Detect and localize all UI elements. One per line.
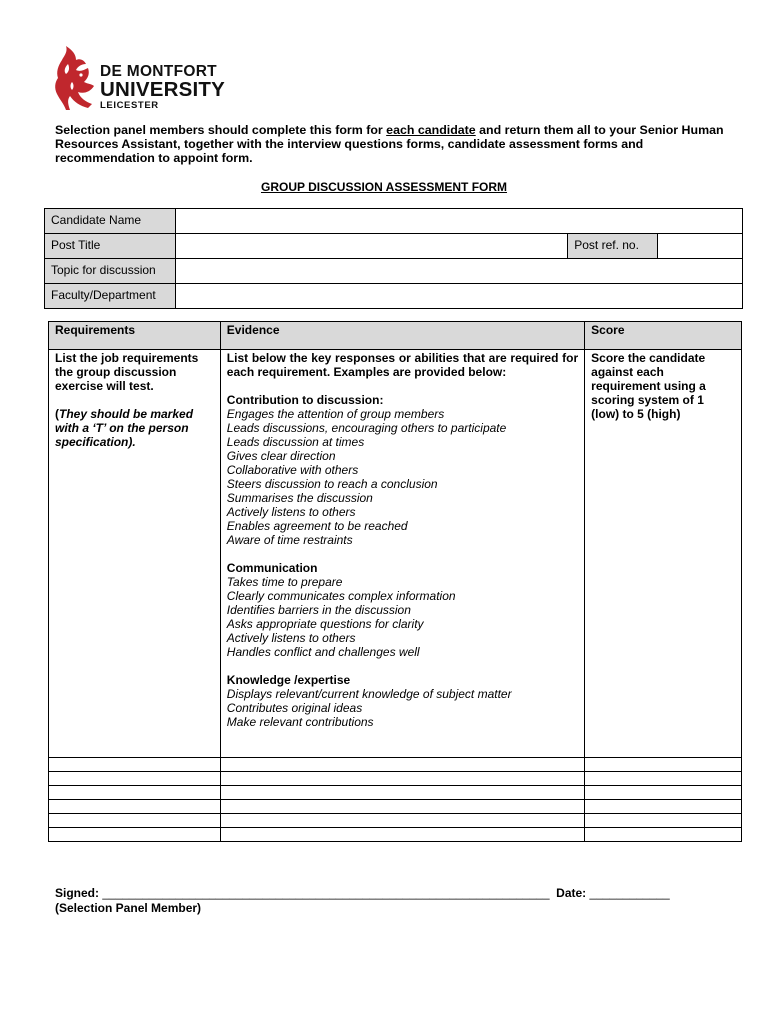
score-instruction: Score the candidate against each requirement using a scoring system of 1 (low) to 5 (high) xyxy=(591,351,706,421)
blank-requirement-cell[interactable] xyxy=(49,758,221,772)
evidence-section-title: Contribution to discussion: xyxy=(226,393,384,407)
blank-evidence-cell[interactable] xyxy=(220,786,584,800)
evidence-item: Takes time to prepare xyxy=(226,575,343,589)
intro-text-1: Selection panel members should complete this form for xyxy=(55,123,387,137)
candidate-name-label: Candidate Name xyxy=(45,209,176,234)
requirements-header: Requirements xyxy=(49,322,221,350)
blank-requirement-cell[interactable] xyxy=(49,800,221,814)
blank-score-cell[interactable] xyxy=(585,800,742,814)
date-label: Date: xyxy=(556,886,587,900)
evidence-section-title: Knowledge /expertise xyxy=(226,673,351,687)
candidate-name-field[interactable] xyxy=(175,209,742,234)
requirements-instruction: List the job requirements the group discussion exercise will test. xyxy=(55,351,199,393)
blank-score-cell[interactable] xyxy=(585,814,742,828)
requirements-note xyxy=(55,407,214,449)
intro-emphasis: each candidate xyxy=(386,123,476,137)
blank-requirement-cell[interactable] xyxy=(49,786,221,800)
evidence-item: Clearly communicates complex information xyxy=(226,589,456,603)
blank-evidence-cell[interactable] xyxy=(220,772,584,786)
evidence-item: Gives clear direction xyxy=(226,449,336,463)
evidence-item: Steers discussion to reach a conclusion xyxy=(226,477,438,491)
evidence-cell xyxy=(220,350,584,758)
blank-requirement-cell[interactable] xyxy=(49,828,221,842)
faculty-label: Faculty/Department xyxy=(45,284,176,309)
evidence-item: Collaborative with others xyxy=(226,463,359,477)
topic-field[interactable] xyxy=(175,259,742,284)
evidence-item: Asks appropriate questions for clarity xyxy=(226,617,424,631)
post-ref-label: Post ref. no. xyxy=(568,234,658,259)
logo-line-2: UNIVERSITY xyxy=(100,77,226,101)
evidence-item: Displays relevant/current knowledge of subject matter xyxy=(226,687,512,701)
blank-score-cell[interactable] xyxy=(585,772,742,786)
blank-score-cell[interactable] xyxy=(585,828,742,842)
evidence-item: Actively listens to others xyxy=(226,631,356,645)
signature-block xyxy=(55,886,670,916)
lion-emblem-icon xyxy=(52,42,100,114)
post-title-label: Post Title xyxy=(45,234,176,259)
blank-requirement-cell[interactable] xyxy=(49,814,221,828)
signer-role: (Selection Panel Member) xyxy=(55,901,202,915)
post-title-field[interactable] xyxy=(175,234,567,259)
evidence-header: Evidence xyxy=(220,322,584,350)
requirements-cell xyxy=(49,350,221,758)
evidence-item: Summarises the discussion xyxy=(226,491,373,505)
evidence-item: Actively listens to others xyxy=(226,505,356,519)
blank-score-cell[interactable] xyxy=(585,786,742,800)
blank-evidence-cell[interactable] xyxy=(220,828,584,842)
evidence-item: Enables agreement to be reached xyxy=(226,519,408,533)
university-logo xyxy=(52,42,227,114)
evidence-item: Leads discussion at times xyxy=(226,435,365,449)
evidence-section-title: Communication xyxy=(226,561,318,575)
topic-label: Topic for discussion xyxy=(45,259,176,284)
blank-evidence-cell[interactable] xyxy=(220,814,584,828)
evidence-item: Contributes original ideas xyxy=(226,701,363,715)
intro-text-2: and return them all to your Senior Human Resources Assistant, together with the interview questions forms, candidate assessment forms and recommendation to appoint form. xyxy=(55,123,724,165)
requirements-note-open: ( xyxy=(55,407,59,421)
evidence-item: Leads discussions, encouraging others to participate xyxy=(226,421,507,435)
evidence-intro: List below the key responses or abilities that are required for each requirement. Examples are provided below: xyxy=(226,351,579,379)
post-ref-field[interactable] xyxy=(658,234,743,259)
candidate-details-table xyxy=(44,208,743,309)
score-header: Score xyxy=(585,322,742,350)
signed-line[interactable]: ___________________________________________________________________ xyxy=(102,886,550,900)
evidence-item: Aware of time restraints xyxy=(226,533,353,547)
logo-line-3: LEICESTER xyxy=(100,100,159,111)
intro-paragraph xyxy=(55,123,725,165)
blank-evidence-cell[interactable] xyxy=(220,800,584,814)
faculty-field[interactable] xyxy=(175,284,742,309)
evidence-item: Handles conflict and challenges well xyxy=(226,645,420,659)
blank-evidence-cell[interactable] xyxy=(220,758,584,772)
evidence-item: Identifies barriers in the discussion xyxy=(226,603,411,617)
logo-line-1: DE MONTFORT xyxy=(100,63,217,80)
requirements-note-text: They should be marked with a ‘T’ on the person specification). xyxy=(55,407,194,449)
blank-score-cell[interactable] xyxy=(585,758,742,772)
date-line[interactable]: ____________ xyxy=(589,886,670,900)
score-cell xyxy=(585,350,742,758)
form-title: GROUP DISCUSSION ASSESSMENT FORM xyxy=(260,180,508,194)
evidence-item: Make relevant contributions xyxy=(226,715,374,729)
assessment-table xyxy=(48,321,742,842)
signed-label: Signed: xyxy=(55,886,99,900)
blank-requirement-cell[interactable] xyxy=(49,772,221,786)
evidence-item: Engages the attention of group members xyxy=(226,407,445,421)
